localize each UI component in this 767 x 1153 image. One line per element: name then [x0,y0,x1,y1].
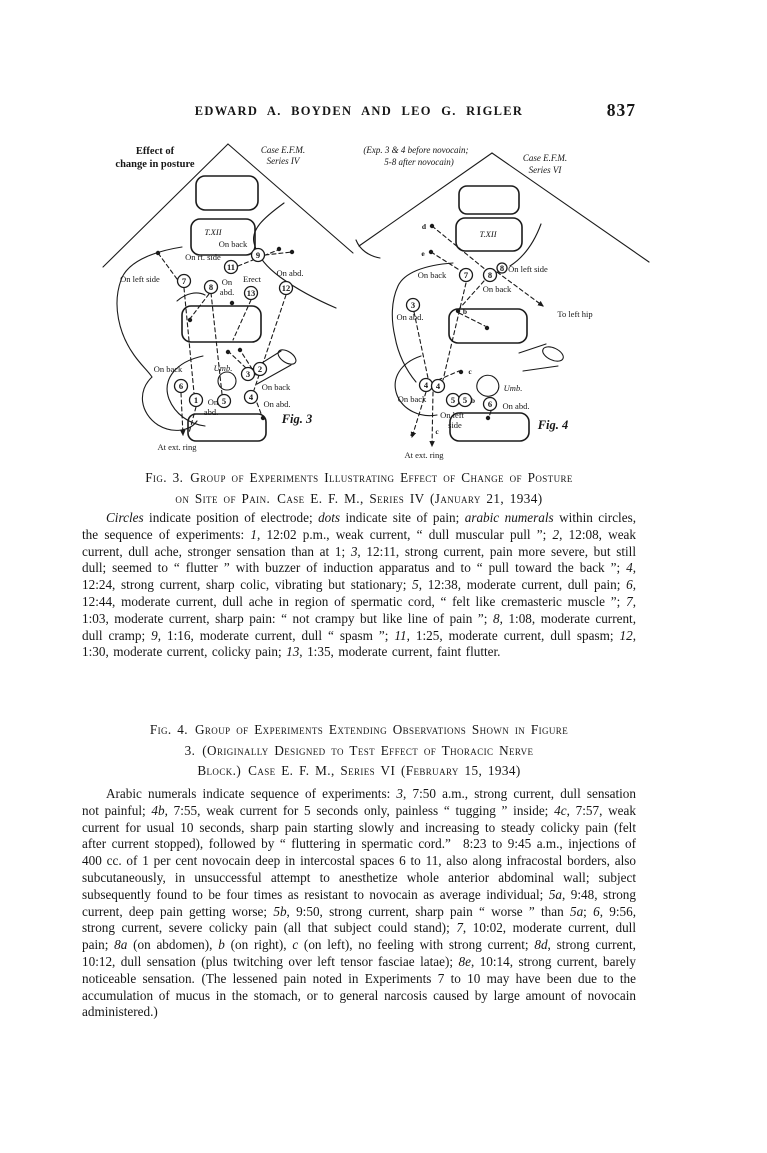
figure-label: Fig. 4 [537,418,569,432]
figure-label: On abd. [502,401,530,411]
figure-label: On [221,277,233,287]
figure-label: On left side [508,264,548,274]
figure-label: 5-8 after novocain) [384,157,454,167]
electrode-number: 5 [450,395,456,405]
figure-label: abd. [203,407,219,417]
electrode-number: 5 [462,395,468,405]
electrode-number: 9 [255,250,261,260]
figure-label: (Exp. 3 & 4 before novocain; [363,145,469,155]
figure-label: b [470,396,476,405]
figure-label: Fig. 3 [281,412,313,426]
figure-label: At ext. ring [404,450,444,460]
running-title: EDWARD A. BOYDEN AND LEO G. RIGLER [194,104,524,118]
figure-label: a [410,429,414,438]
figure-label: b [462,307,468,316]
figure-label: On back [397,394,427,404]
figure-label: abd. [219,287,235,297]
caption-line: on Site of Pain. Case E. F. M., Series IV (January 21, 1934) [175,490,543,506]
electrode-number: 4 [435,381,441,391]
electrode-number: 5 [221,396,227,406]
electrode-number: 3 [410,300,416,310]
electrode-number: 11 [226,262,236,272]
figure-label: Case E.F.M. [260,145,306,155]
electrode-number: 6 [487,399,493,409]
figure-label: On left [440,410,464,420]
electrode-number: 3 [245,369,251,379]
figure-label: Effect of [135,146,175,157]
figure-label: c [435,427,439,436]
electrode-number: 8 [499,263,505,273]
figure-label: Umb. [213,363,233,373]
caption-line: 3. (Originally Designed to Test Effect of Thoracic Nerve [184,742,534,758]
figure-label: At ext. ring [157,442,197,452]
figure-label: To left hip [557,309,593,319]
electrode-number: 8 [487,270,493,280]
fig4-legend-paragraph: Arabic numerals indicate sequence of experiments: 3, 7:50 a.m., strong current, dull sensation not painful; 4b, 7:55, weak current for 5 seconds only, painless “ tugging ” inside; 4c, 7:57, weak current for usual 10 seconds, sharp pain starting slowly and increasing to steady colicky pain (felt after current stopped), followed by “ fluttering in spermatic cord.” 8:23 to 9:45 a.m., injections of 400 cc. of 1 per cent novocain deep in intercostal spaces 6 to 11, also along infracostal borders, also subcutaneously, in unsuccessful attempt to anesthetize whole anterior abdominal wall; subject subsequently found to be four times as resistant to novocain as average individual; 5a, 9:48, strong current, deep pain getting worse; 5b, 9:50, strong current, sharp pain “ worse ” than 5a; 6, 9:56, strong current, severe colicky pain (all that subject could stand); 7, 10:02, moderate current, dull pain; 8a (on abdomen), b (on right), c (on left), no feeling with strong current; 8d, strong current, 10:12, dull sensation (plus twitching over left tensor fasciae latae); 8e, 10:14, strong current, barely noticeable sensation. (The lessened pain noted in Experiments 7 to 10 may have been due to the accumulation of mucus in the stomach, or to general narcosis caused by large amount of novocain administered.) [82,786,636,1020]
electrode-number: 7 [181,276,187,286]
electrode-number: 1 [193,395,199,405]
figure-label: Erect [243,274,261,284]
electrode-number: 2 [257,364,263,374]
figure-label: T.XII [479,229,497,239]
caption-line: Fig. 4. Group of Experiments Extending Observations Shown in Figure [149,722,569,737]
figure-label: Series VI [528,165,562,175]
fig3-caption [82,468,636,509]
electrode-number: 7 [463,270,469,280]
figure-label: Series IV [266,156,300,166]
page-number: 837 [606,100,636,120]
electrode-number: 4 [423,380,429,390]
figure-label: e [421,249,425,258]
figure-label: On back [218,239,248,249]
electrode-number: 4 [248,392,254,402]
figure-label: On rt. side [185,252,221,262]
figure-label: On back [153,364,183,374]
figure-label: Umb. [503,383,523,393]
figure-label: change in posture [115,159,195,170]
figure-label: d [421,222,427,231]
electrode-number: 6 [178,381,184,391]
figure-label: On back [261,382,291,392]
fig4-caption [82,720,636,782]
figure-label: T.XII [204,227,222,237]
caption-line: Block.) Case E. F. M., Series VI (February 15, 1934) [197,763,521,778]
figure-label: On left side [120,274,160,284]
figure-label: side [448,420,462,430]
figure-label: On abd. [276,268,304,278]
fig3-legend-paragraph: Circles indicate position of electrode; dots indicate site of pain; arabic numerals within circles, the sequence of experiments: 1, 12:02 p.m., weak current, “ dull muscular pull ”; 2, 12:08, weak current, dull ache, stronger sensation than at 1; 3, 12:11, strong current, pain more severe, but still dull; seemed to “ flutter ” with buzzer of induction apparatus and to “ pull toward the back ”; 4, 12:24, strong current, sharp colic, vibrating but stationary; 5, 12:38, moderate current, dull pain; 6, 12:44, moderate current, dull ache in region of spermatic cord, “ felt like cremasteric muscle ”; 7, 1:03, moderate current, sharp pain: “ not crampy but like line of pain ”; 8, 1:08, moderate current, dull cramp; 9, 1:16, moderate current, dull “ spasm ”; 11, 1:25, moderate current, dull spasm; 12, 1:30, moderate current, colicky pain; 13, 1:35, moderate current, faint flutter. [82,510,637,660]
electrode-number: 8 [208,282,214,292]
electrode-number: 13 [246,288,256,298]
figure-label: On [207,397,219,407]
figure-plate [85,138,667,470]
electrode-number: 12 [281,283,291,293]
figure-label: c [468,367,472,376]
figure-label: On abd. [263,399,291,409]
figure-label: On abd. [396,312,424,322]
caption-line: Fig. 3. Group of Experiments Illustrating Effect of Change of Posture [145,470,573,485]
figure-label: Case E.F.M. [522,153,568,163]
figure-label: On back [482,284,512,294]
figure-label: On back [417,270,447,280]
